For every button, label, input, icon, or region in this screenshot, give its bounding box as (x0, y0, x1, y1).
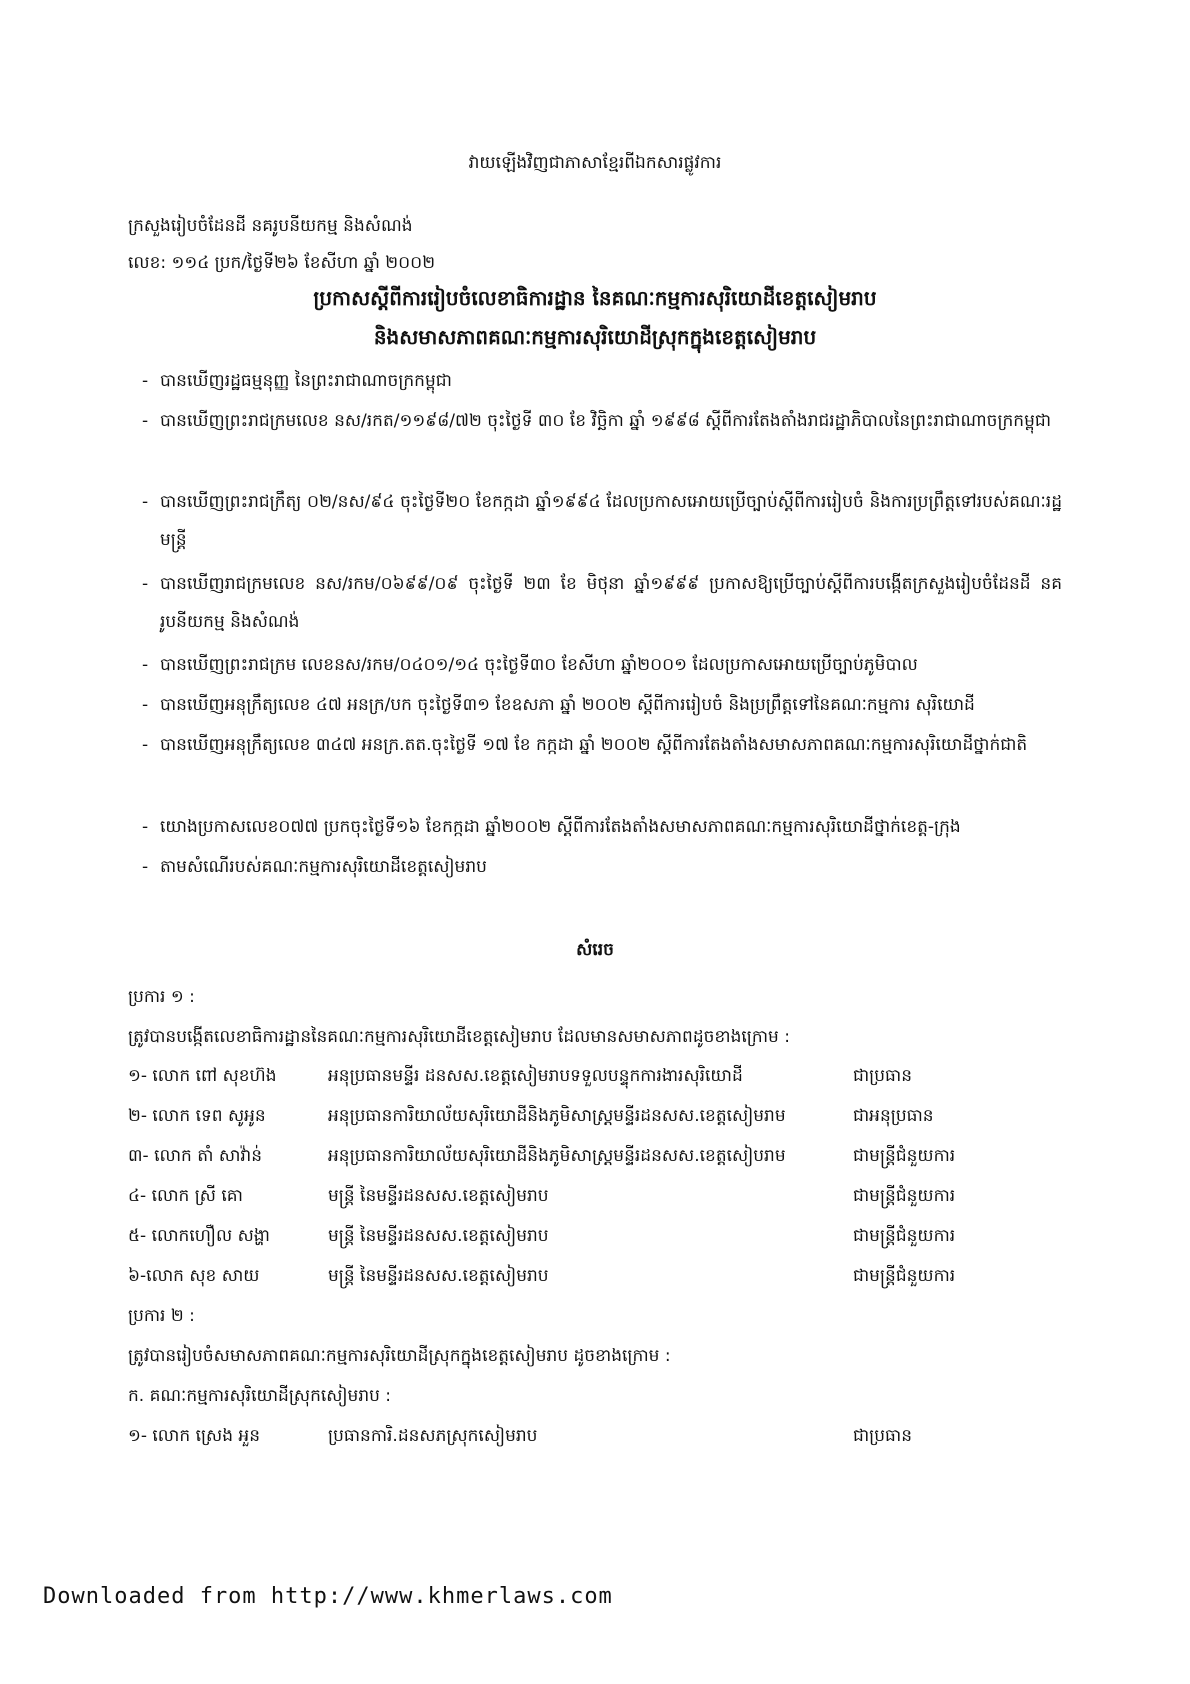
member-role: ជាអនុប្រធាន (853, 1106, 934, 1126)
member-row (128, 1098, 1078, 1134)
member-row (128, 1418, 1078, 1454)
member-row (128, 1058, 1078, 1094)
article-2-subsection: ក. គណៈកម្មការសុរិយោដីស្រុកសៀមរាប : (128, 1386, 392, 1406)
member-role: ជាមន្ត្រីជំនួយការ (853, 1186, 956, 1206)
member-position: មន្ត្រី នៃមន្ទីរដនសស.ខេត្តសៀមរាប (328, 1266, 549, 1286)
consideration-item: - បានឃើញរដ្ឋធម្មនុញ្ញ នៃព្រះរាជាណាចក្រកម្ពុជា (142, 371, 452, 391)
member-role: ជាប្រធាន (853, 1426, 913, 1446)
title-line-2: និងសមាសភាពគណៈកម្មការសុរិយោដីស្រុកក្នុងខេត្តសៀមរាប (373, 325, 817, 349)
consideration-item: - តាមសំណើរបស់គណៈកម្មការសុរិយោដីខេត្តសៀមរាប (142, 857, 487, 877)
download-source-footer: Downloaded from http://www.khmerlaws.com (43, 1584, 613, 1609)
reference-number: លេខ: ១១៤ ប្រក/ថ្ងៃទី២៦ ខែសីហា ឆ្នាំ ២០០២ (128, 253, 436, 273)
member-name: ៥- លោកហឿល សង្ហា (128, 1226, 270, 1246)
member-row (128, 1258, 1078, 1294)
member-row (128, 1178, 1078, 1214)
member-role: ជាមន្ត្រីជំនួយការ (853, 1146, 956, 1166)
member-position: អនុប្រធានការិយាល័យសុរិយោដីនិងភូមិសាស្ត្រមន្ទីរដនសស.ខេត្តសៀមរាម (328, 1106, 786, 1126)
member-name: ៦-លោក សុខ សាយ (128, 1266, 260, 1286)
member-name: ២- លោក ទេព សូអូន (128, 1106, 266, 1126)
title-line-1: ប្រកាសស្តីពីការរៀបចំលេខាធិការដ្ឋាន នៃគណៈកម្មការសុរិយោដីខេត្តសៀមរាប (313, 286, 877, 310)
consideration-item: - បានឃើញព្រះរាជក្រឹត្យ ០២/នស/៩៤ ចុះថ្ងៃទី២០ ខែកក្កដា ឆ្នាំ១៩៩៤ ដែលប្រកាសអោយប្រើច្បាប់ស្តីពីការរៀបចំ និងការប្រព្រឹត្តទៅរបស់គណៈរដ្ឋមន្ត្រី (142, 492, 1062, 550)
consideration-item: - បានឃើញរាជក្រមលេខ នស/រកម/០៦៩៩/០៩ ចុះថ្ងៃទី ២៣ ខែ មិថុនា ឆ្នាំ១៩៩៩ ប្រកាសឱ្យប្រើច្បាប់ស្តីពីការបង្កើតក្រសួងរៀបចំដែនដី នគរូបនីយកម្ម និងសំណង់ (142, 574, 1062, 632)
member-name: ៤- លោក ស្រី គោ (128, 1186, 243, 1206)
member-position: មន្ត្រី នៃមន្ទីរដនសស.ខេត្តសៀមរាប (328, 1186, 549, 1206)
member-row (128, 1218, 1078, 1254)
article-2-text: ត្រូវបានរៀបចំសមាសភាពគណៈកម្មការសុរិយោដីស្រុកក្នុងខេត្តសៀមរាប ដូចខាងក្រោម : (128, 1346, 671, 1366)
document-label: វាយឡើងវិញជាភាសាខ្មែរពីឯកសារផ្លូវការ (468, 153, 722, 173)
member-role: ជាមន្ត្រីជំនួយការ (853, 1266, 956, 1286)
article-1-label: ប្រការ ១ : (128, 987, 195, 1007)
member-role: ជាប្រធាន (853, 1066, 913, 1086)
consideration-item: - បានឃើញអនុក្រឹត្យលេខ ៣៤៧ អនក្រ.តត.ចុះថ្ងៃទី ១៧ ខែ កក្កដា ឆ្នាំ ២០០២ ស្តីពីការតែងតាំងសមាសភាពគណៈកម្មការសុរិយោដីថ្នាក់ជាតិ (142, 735, 1028, 755)
member-row (128, 1138, 1078, 1174)
member-position: ប្រធានការិ.ដនសភស្រុកសៀមរាប (328, 1426, 538, 1446)
consideration-item: - បានឃើញព្រះរាជក្រមលេខ នស/រកត/១១៩៨/៧២ ចុះថ្ងៃទី ៣០ ខែ វិច្ឆិកា ឆ្នាំ ១៩៩៨ ស្តីពីការតែងតាំងរាជរដ្ឋាភិបាលនៃព្រះរាជាណាចក្រកម្ពុជា (142, 411, 1052, 431)
ministry-name: ក្រសួងរៀបចំដែនដី នគរូបនីយកម្ម និងសំណង់ (128, 216, 413, 236)
member-position: អនុប្រធានការិយាល័យសុរិយោដីនិងភូមិសាស្ត្រមន្ទីរដនសស.ខេត្តសៀបរាម (328, 1146, 786, 1166)
consideration-item: - បានឃើញព្រះរាជក្រម លេខនស/រកម/០៤០១/១៤ ចុះថ្ងៃទី៣០ ខែសីហា ឆ្នាំ២០០១ ដែលប្រកាសអោយប្រើច្បាប់ភូមិបាល (142, 655, 918, 675)
article-1-text: ត្រូវបានបង្កើតលេខាធិការដ្ឋាននៃគណៈកម្មការសុរិយោដីខេត្តសៀមរាប ដែលមានសមាសភាពដូចខាងក្រោម : (128, 1027, 790, 1047)
member-position: មន្ត្រី នៃមន្ទីរដនសស.ខេត្តសៀមរាប (328, 1226, 549, 1246)
decision-heading: សំរេច (576, 940, 614, 960)
member-name: ១- លោក ពៅ សុខហ៊ង (128, 1066, 277, 1086)
article-2-label: ប្រការ ២ : (128, 1306, 195, 1326)
member-name: ១- លោក ស្រេង អួន (128, 1426, 260, 1446)
member-role: ជាមន្ត្រីជំនួយការ (853, 1226, 956, 1246)
member-position: អនុប្រធានមន្ទីរ ដនសស.ខេត្តសៀមរាបទទួលបន្ទុកការងារសុរិយោដី (328, 1066, 743, 1086)
member-name: ៣- លោក តាំ សាវ៉ាន់ (128, 1146, 262, 1166)
consideration-item: - យោងប្រកាសលេខ០៧៧ ប្រកចុះថ្ងៃទី១៦ ខែកក្កដា ឆ្នាំ២០០២ ស្តីពីការតែងតាំងសមាសភាពគណៈកម្មការសុរិយោដីថ្នាក់ខេត្ត-ក្រុង (142, 817, 961, 837)
consideration-item: - បានឃើញអនុក្រឹត្យលេខ ៤៧ អនក្រ/បក ចុះថ្ងៃទី៣១ ខែឧសភា ឆ្នាំ ២០០២ ស្តីពីការរៀបចំ និងប្រព្រឹត្តទៅនៃគណៈកម្មការ សុរិយោដី (142, 695, 975, 715)
